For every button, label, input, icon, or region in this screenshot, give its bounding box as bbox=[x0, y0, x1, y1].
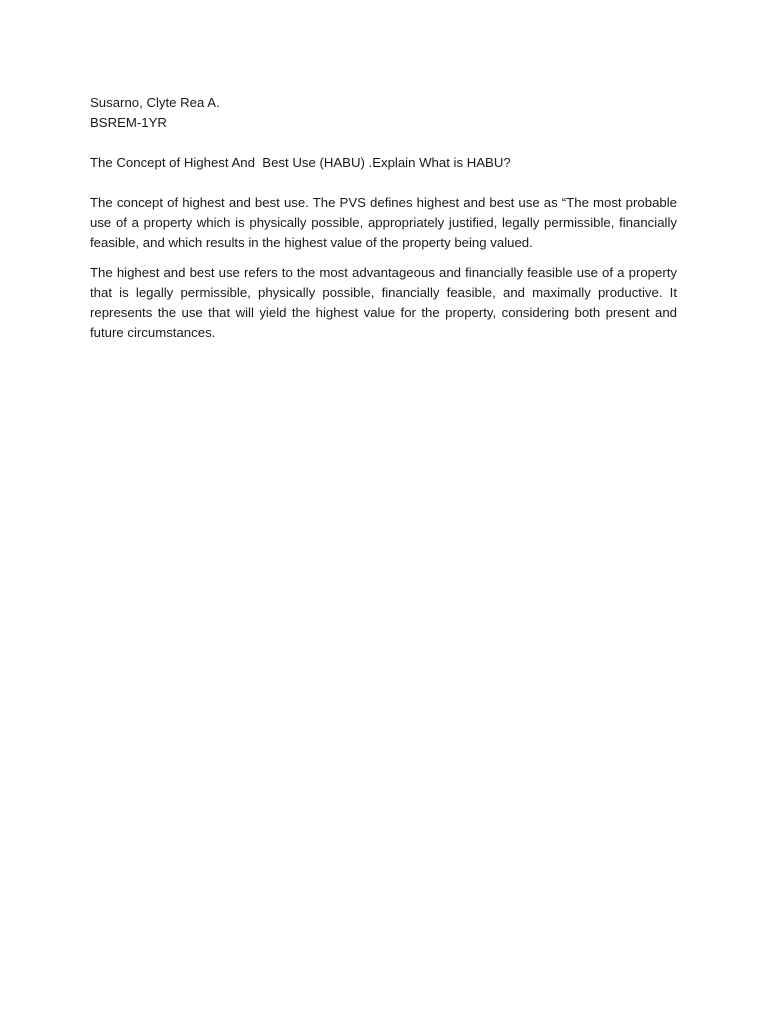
paragraph-explanation: The highest and best use refers to the most advantageous and financially feasible use of a property that is legally permissible, physically possible, financially feasible, and maximally productive. It represents the use that will yield the highest value for the property, considering both present and future circumstances. bbox=[90, 265, 677, 340]
author-course: BSREM-1YR bbox=[90, 115, 167, 130]
author-header bbox=[90, 93, 677, 133]
author-name: Susarno, Clyte Rea A. bbox=[90, 95, 220, 110]
document-body bbox=[90, 93, 677, 353]
paragraph-definition: The concept of highest and best use. The PVS defines highest and best use as “The most probable use of a property which is physically possible, appropriately justified, legally permissible, financially feasible, and which results in the highest value of the property being valued. bbox=[90, 195, 677, 250]
question-heading: The Concept of Highest And Best Use (HABU) .Explain What is HABU? bbox=[90, 155, 511, 170]
